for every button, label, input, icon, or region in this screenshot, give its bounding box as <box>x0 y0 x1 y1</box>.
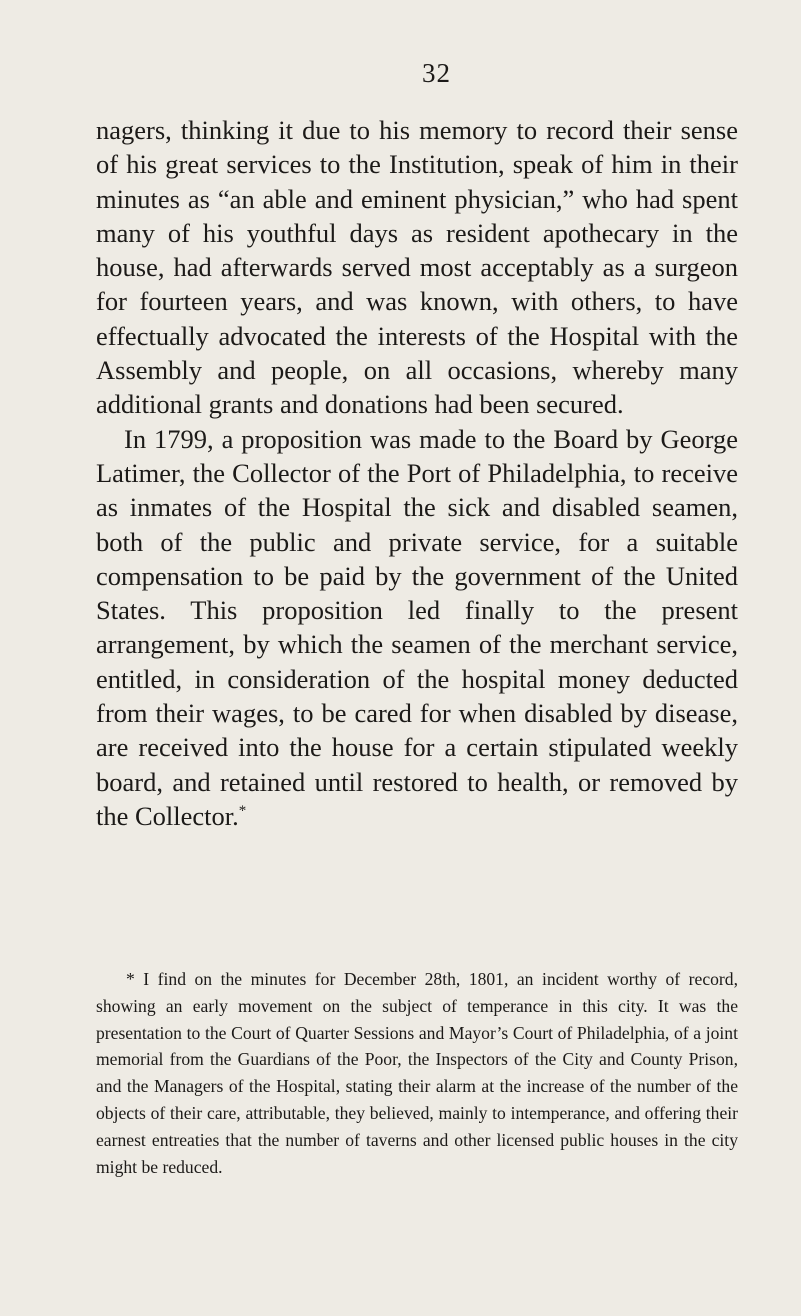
paragraph-text: In 1799, a proposition was made to the Board by George Latimer, the Collector of the Port of Philadelphia, to receive as inmates of the Hospital the sick and disabled seamen, both of the public and private service, for a suitable compensation to be paid by the government of the United States. This proposition led finally to the present arrangement, by which the seamen of the merchant service, entitled, in consideration of the hospital money deducted from their wages, to be cared for when disabled by disease, are received into the house for a certain stipulated weekly board, and retained until restored to health, or removed by the Collector. <box>96 423 738 831</box>
page-number: 32 <box>422 58 451 88</box>
footnote <box>96 966 738 1180</box>
paragraph-1799-proposition <box>96 422 738 834</box>
main-text <box>96 113 738 833</box>
footnote-text: * I find on the minutes for December 28th, 1801, an incident worthy of record, showing an early movement on the subject of temperance in this city. It was the presentation to the Court of Quarter Sessions and Mayor’s Court of Philadelphia, of a joint memorial from the Guardians of the Poor, the Inspectors of the City and County Prison, and the Managers of the Hospital, stating their alarm at the increase of the number of the objects of their care, attributable, they believed, mainly to intemperance, and offering their earnest entreaties that the number of taverns and other licensed public houses in the city might be reduced. <box>96 969 738 1177</box>
paragraph-continuation: nagers, thinking it due to his memory to record their sense of his great services to the Institution, speak of him in their minutes as “an able and eminent physician,” who had spent many of his youthful days as resident apothecary in the house, had afterwards served most acceptably as a surgeon for fourteen years, and was known, with others, to have effectually advocated the interests of the Hospital with the Assembly and people, on all occasions, whereby many additional grants and donations had been secured. <box>96 115 738 420</box>
footnote-marker: * <box>238 803 247 820</box>
